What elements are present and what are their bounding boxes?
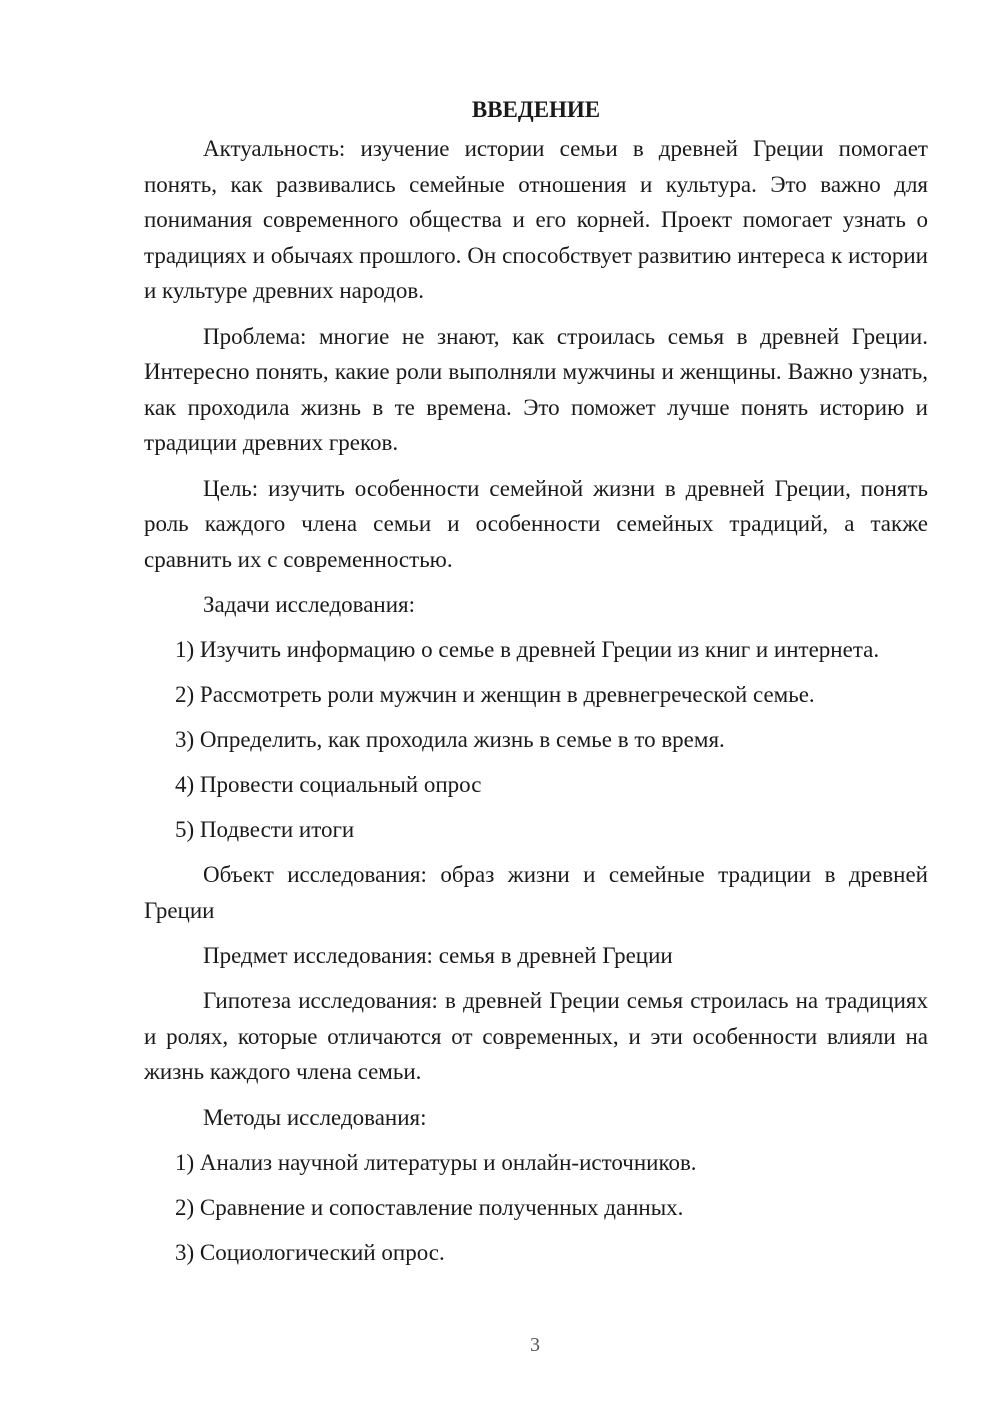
method-item-3: 3) Социологический опрос. xyxy=(175,1239,445,1265)
hypothesis-paragraph: Гипотеза исследования: в древней Греции семья строилась на традициях и ролях, которые отличаются от современных, и эти особенности влияли на жизнь каждого члена семьи. xyxy=(144,988,928,1084)
document-page xyxy=(144,92,928,1280)
methods-heading: Методы исследования: xyxy=(203,1104,427,1130)
page-number: 3 xyxy=(530,1334,540,1356)
task-item-4: 4) Провести социальный опрос xyxy=(175,772,482,797)
task-item-3: 3) Определить, как проходила жизнь в семье в то время. xyxy=(175,727,725,752)
method-item-2: 2) Сравнение и сопоставление полученных данных. xyxy=(175,1194,684,1220)
relevance-paragraph: Актуальность: изучение истории семьи в древней Греции помогает понять, как развивались семейные отношения и культура. Это важно для понимания современного общества и его корней. Проект помогает узнать о традициях и обычаях прошлого. Он способствует развитию интереса к истории и культуре древних народов. xyxy=(144,136,928,303)
task-item-2: 2) Рассмотреть роли мужчин и женщин в древнегреческой семье. xyxy=(175,682,815,707)
object-paragraph: Объект исследования: образ жизни и семейные традиции в древней Греции xyxy=(144,862,928,923)
task-item-5: 5) Подвести итоги xyxy=(175,817,355,842)
problem-paragraph: Проблема: многие не знают, как строилась семья в древней Греции. Интересно понять, какие роли выполняли мужчины и женщины. Важно узнать, как проходила жизнь в те времена. Это поможет лучше понять историю и традиции древних греков. xyxy=(144,323,928,455)
tasks-heading: Задачи исследования: xyxy=(203,592,416,617)
method-item-1: 1) Анализ научной литературы и онлайн-источников. xyxy=(175,1149,697,1175)
goal-paragraph: Цель: изучить особенности семейной жизни в древней Греции, понять роль каждого члена семьи и особенности семейных традиций, а также сравнить их с современностью. xyxy=(144,475,928,572)
subject-paragraph: Предмет исследования: семья в древней Греции xyxy=(203,943,673,968)
task-item-1: 1) Изучить информацию о семье в древней Греции из книг и интернета. xyxy=(175,637,880,662)
section-title: ВВЕДЕНИЕ xyxy=(471,97,601,122)
